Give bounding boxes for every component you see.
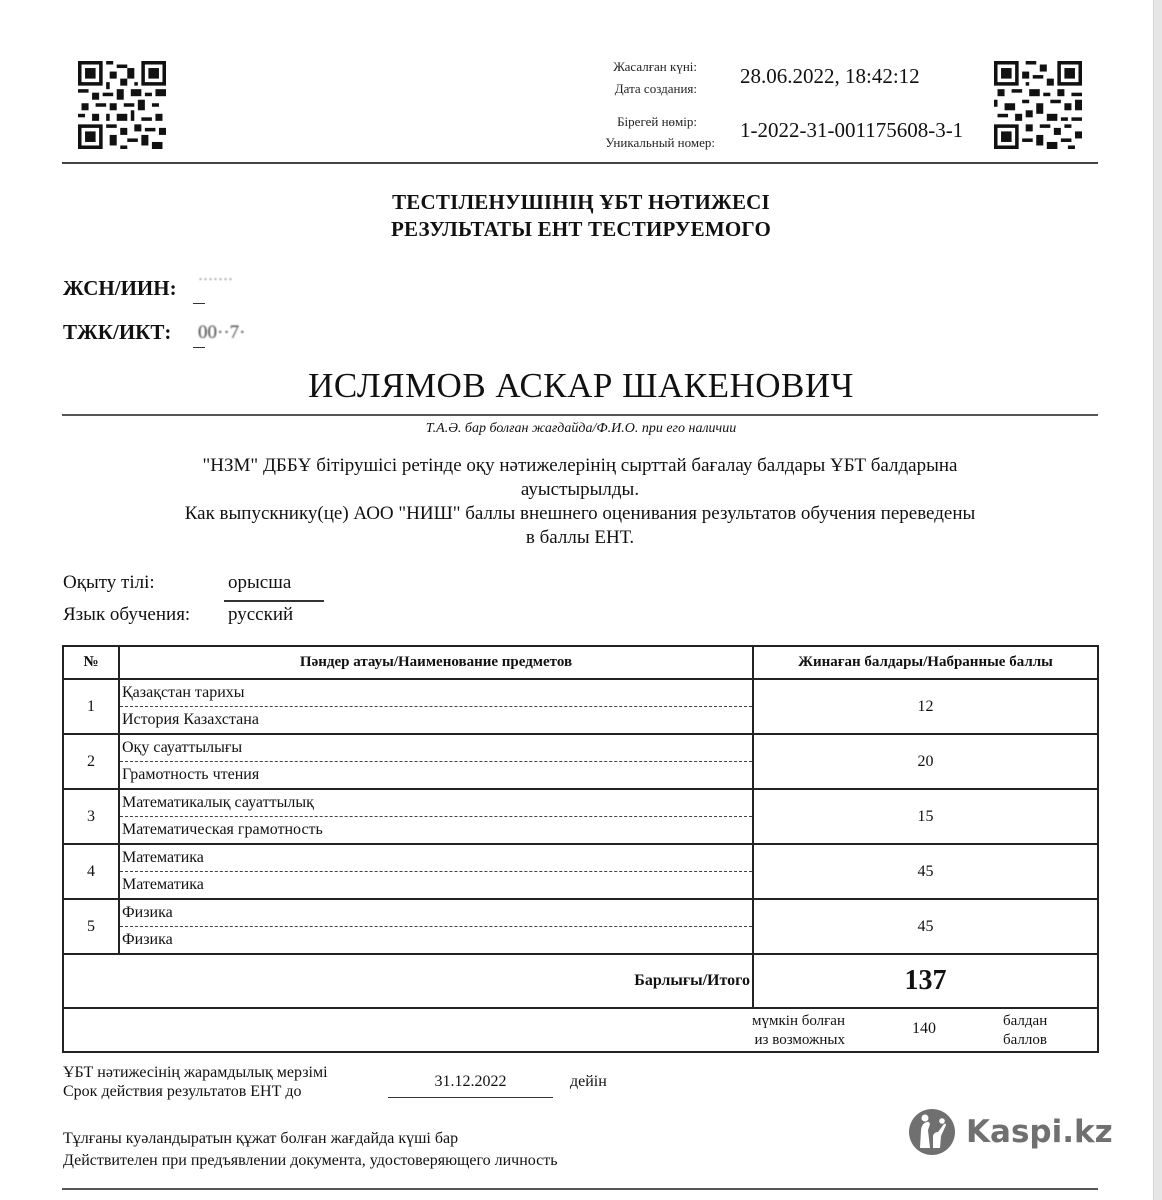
max-score-value: 140 <box>912 1020 936 1037</box>
row-number: 3 <box>63 789 119 844</box>
table-row <box>63 899 1098 954</box>
max-unit-ru: баллов <box>1003 1032 1047 1048</box>
table-row <box>63 734 1098 789</box>
subject-name-kz: Оқу сауаттылығы <box>120 735 752 762</box>
max-label <box>752 1012 845 1050</box>
max-unit-kz: балдан <box>1003 1013 1048 1029</box>
subject-name-kz: Физика <box>120 900 752 927</box>
iin-label: ЖСН/ИИН: <box>63 276 177 300</box>
ikt-value-redacted: 00··7· <box>198 322 246 343</box>
language-value-kz: орысша <box>228 572 292 593</box>
notice-ru-line1: Как выпускнику(це) АОО "НИШ" баллы внешнего оценивания результатов обучения переведены <box>184 503 976 524</box>
full-name: ИСЛЯМОВ АСКАР ШАКЕНОВИЧ <box>308 366 854 405</box>
ikt-underline <box>193 347 205 348</box>
max-score-cell <box>63 1008 1098 1052</box>
iin-underline <box>193 303 205 304</box>
id-note-kz: Тұлғаны куәландыратын құжат болған жағдайда күші бар <box>63 1130 459 1147</box>
notice-kz-line1: "НЗМ" ДББҰ бітірушісі ретінде оқу нәтижелерінің сырттай бағалау балдары ҰБТ балдарына <box>202 455 958 476</box>
subject-name-ru: Математическая грамотность <box>122 821 323 838</box>
qr-code-right <box>994 61 1082 149</box>
total-row <box>63 954 1098 1008</box>
subject-cell <box>119 734 753 789</box>
kaspi-watermark <box>908 1108 1113 1156</box>
max-label-ru: из возможных <box>754 1032 845 1048</box>
table-header-row <box>63 646 1098 679</box>
kaspi-logo-icon <box>908 1108 956 1156</box>
subject-score: 15 <box>753 789 1098 844</box>
iin-value-redacted: ······· <box>198 272 233 288</box>
subject-name-ru: Математика <box>122 876 204 893</box>
subject-name-ru: Грамотность чтения <box>122 766 260 783</box>
kaspi-brand-text: Kaspi.kz <box>966 1114 1113 1150</box>
subject-score: 45 <box>753 844 1098 899</box>
row-number: 4 <box>63 844 119 899</box>
validity-suffix: дейін <box>570 1073 607 1090</box>
notice-ru-line2: в баллы ЕНТ. <box>525 527 635 548</box>
subject-cell <box>119 679 753 734</box>
subject-name-ru: История Казахстана <box>122 711 259 728</box>
subject-score: 12 <box>753 679 1098 734</box>
unique-number-value: 1-2022-31-001175608-3-1 <box>740 118 964 142</box>
max-label-kz: мүмкін болған <box>752 1013 845 1029</box>
header-score: Жинаған балдары/Набранные баллы <box>753 646 1098 679</box>
subject-score: 20 <box>753 734 1098 789</box>
validity-label-kz: ҰБТ нәтижесінің жарамдылық мерзімі <box>63 1064 328 1081</box>
table-row <box>63 844 1098 899</box>
doc-title-kz: ТЕСТІЛЕНУШІНІҢ ҰБТ НӘТИЖЕСІ <box>392 190 770 214</box>
max-score-row <box>63 1008 1098 1052</box>
total-score: 137 <box>753 954 1098 1008</box>
subject-name-kz: Математика <box>120 845 752 872</box>
table-row <box>63 789 1098 844</box>
created-label-kz: Жасалған күні: <box>613 59 697 74</box>
qr-code-left <box>78 61 166 149</box>
max-unit <box>1003 1012 1047 1050</box>
id-document-note <box>63 1128 558 1172</box>
unique-label-ru: Уникальный номер: <box>605 135 715 150</box>
subject-name-ru: Физика <box>122 931 173 948</box>
subject-cell <box>119 844 753 899</box>
subject-score: 45 <box>753 899 1098 954</box>
subject-cell <box>119 789 753 844</box>
id-note-ru: Действителен при предъявлении документа, удостоверяющего личность <box>63 1152 558 1169</box>
qr-code-icon <box>994 61 1082 149</box>
header-divider <box>62 162 1098 164</box>
table-row <box>63 679 1098 734</box>
full-name-underline <box>62 414 1098 416</box>
language-underline <box>224 600 324 602</box>
validity-label <box>63 1063 328 1101</box>
total-label: Барлығы/Итого <box>63 954 753 1008</box>
results-table <box>62 645 1099 1053</box>
subject-name-kz: Математикалық сауаттылық <box>120 790 752 817</box>
unique-label-kz: Бірегей нөмір: <box>617 114 697 129</box>
page-edge <box>1153 0 1162 1200</box>
validity-date: 31.12.2022 <box>434 1073 507 1090</box>
subject-name-kz: Қазақстан тарихы <box>120 680 752 707</box>
subject-cell <box>119 899 753 954</box>
conversion-notice <box>100 454 1060 550</box>
full-name-caption: Т.А.Ә. бар болған жағдайда/Ф.И.О. при его наличии <box>425 421 737 436</box>
created-value: 28.06.2022, 18:42:12 <box>740 64 920 88</box>
ikt-label: ТЖК/ИКТ: <box>63 320 172 344</box>
doc-title-ru: РЕЗУЛЬТАТЫ ЕНТ ТЕСТИРУЕМОГО <box>391 217 771 241</box>
language-label-kz: Оқыту тілі: <box>63 572 155 593</box>
created-label-ru: Дата создания: <box>614 81 697 96</box>
row-number: 2 <box>63 734 119 789</box>
header-num: № <box>63 646 119 679</box>
notice-kz-line2: ауыстырылды. <box>520 479 640 500</box>
validity-label-ru: Срок действия результатов ЕНТ до <box>63 1083 302 1100</box>
language-value-ru: русский <box>228 604 294 625</box>
qr-code-icon <box>78 61 166 149</box>
row-number: 1 <box>63 679 119 734</box>
footer-divider <box>62 1188 1098 1190</box>
header-subject: Пәндер атауы/Наименование предметов <box>119 646 753 679</box>
language-label-ru: Язык обучения: <box>63 604 191 625</box>
validity-underline <box>388 1097 553 1098</box>
row-number: 5 <box>63 899 119 954</box>
